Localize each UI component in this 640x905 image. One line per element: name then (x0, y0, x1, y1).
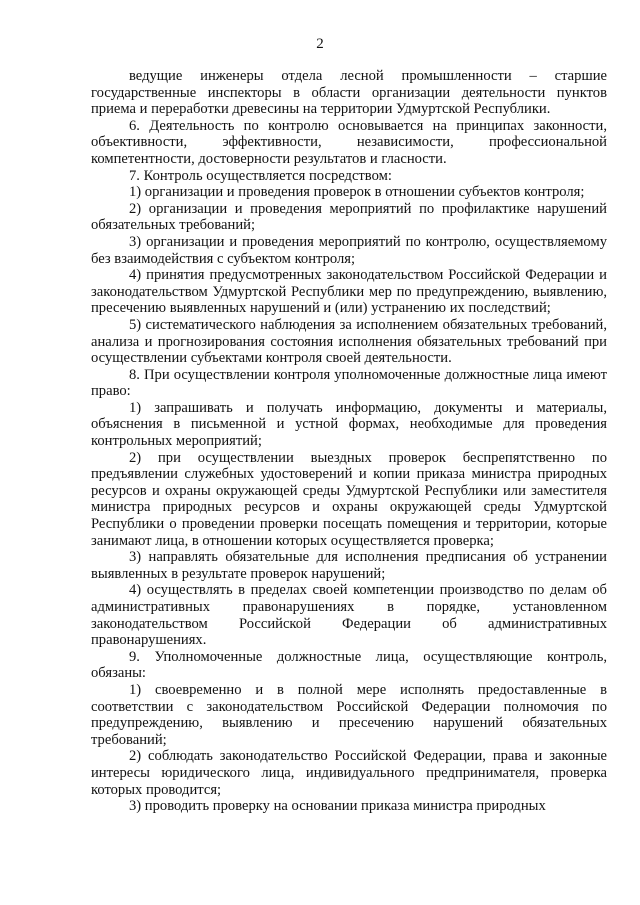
list-item: 3) проводить проверку на основании приказа министра природных (129, 798, 546, 815)
list-item: 3) организации и проведения мероприятий по контролю, осуществляемому без взаимодействия с субъектом контроля; (91, 233, 607, 267)
list-item: 3) направлять обязательные для исполнения предписания об устранении выявленных в результате проверок нарушений; (91, 549, 607, 582)
list-item: 5) систематического наблюдения за исполнением обязательных требований, анализа и прогнозирования состояния исполнения обязательных требований при осуществлении субъектами контроля своей деятельности. (91, 316, 607, 367)
list-item: 1) запрашивать и получать информацию, документы и материалы, объяснения в письменной и устной формах, необходимые для проведения контрольных мероприятий; (91, 399, 607, 450)
page-number: 2 (316, 36, 324, 52)
list-item: 2) при осуществлении выездных проверок беспрепятственно по предъявлении служебных удостоверений и копии приказа министра природных ресурсов и охраны окружающей среды Удмуртской Республики или заместителя министра природных ресурсов и охраны окружающей среды Удмуртской Республики о проведении проверки посещать помещения и территории, которые занимают лица, в отношении которых осуществляется проверка; (91, 449, 607, 549)
list-item: 2) соблюдать законодательство Российской Федерации, права и законные интересы юридического лица, индивидуального предпринимателя, проверка которых проводится; (91, 748, 607, 798)
paragraph-continuation: ведущие инженеры отдела лесной промышленности – старшие государственные инспекторы в области организации деятельности пунктов приема и переработки древесины на территории Удмуртской Республики. (91, 68, 607, 118)
list-item: 4) осуществлять в пределах своей компетенции производство по делам об административных правонарушениях в порядке, установленном законодательством Российской Федерации об административных правонарушениях. (91, 582, 607, 649)
document-body (91, 68, 607, 815)
list-item: 1) организации и проведения проверок в отношении субъектов контроля; (129, 184, 585, 201)
paragraph-item-6: 6. Деятельность по контролю основывается на принципах законности, объективности, эффективности, независимости, профессиональной компетентности, достоверности результатов и гласности. (91, 117, 607, 167)
list-item: 1) своевременно и в полной мере исполнять предоставленные в соответствии с законодательством Российской Федерации полномочия по предупреждению, выявлению и пресечению нарушений обязательных требований; (91, 681, 607, 748)
list-item: 2) организации и проведения мероприятий по профилактике нарушений обязательных требований; (91, 200, 607, 234)
paragraph-item-7: 7. Контроль осуществляется посредством: (129, 167, 392, 184)
paragraph-item-9: 9. Уполномоченные должностные лица, осуществляющие контроль, обязаны: (91, 648, 607, 682)
paragraph-item-8: 8. При осуществлении контроля уполномоченные должностные лица имеют право: (91, 366, 607, 400)
list-item: 4) принятия предусмотренных законодательством Российской Федерации и законодательством Удмуртской Республики мер по предупреждению, выявлению, пресечению выявленных нарушений и (или) устранению их последствий; (91, 267, 607, 317)
